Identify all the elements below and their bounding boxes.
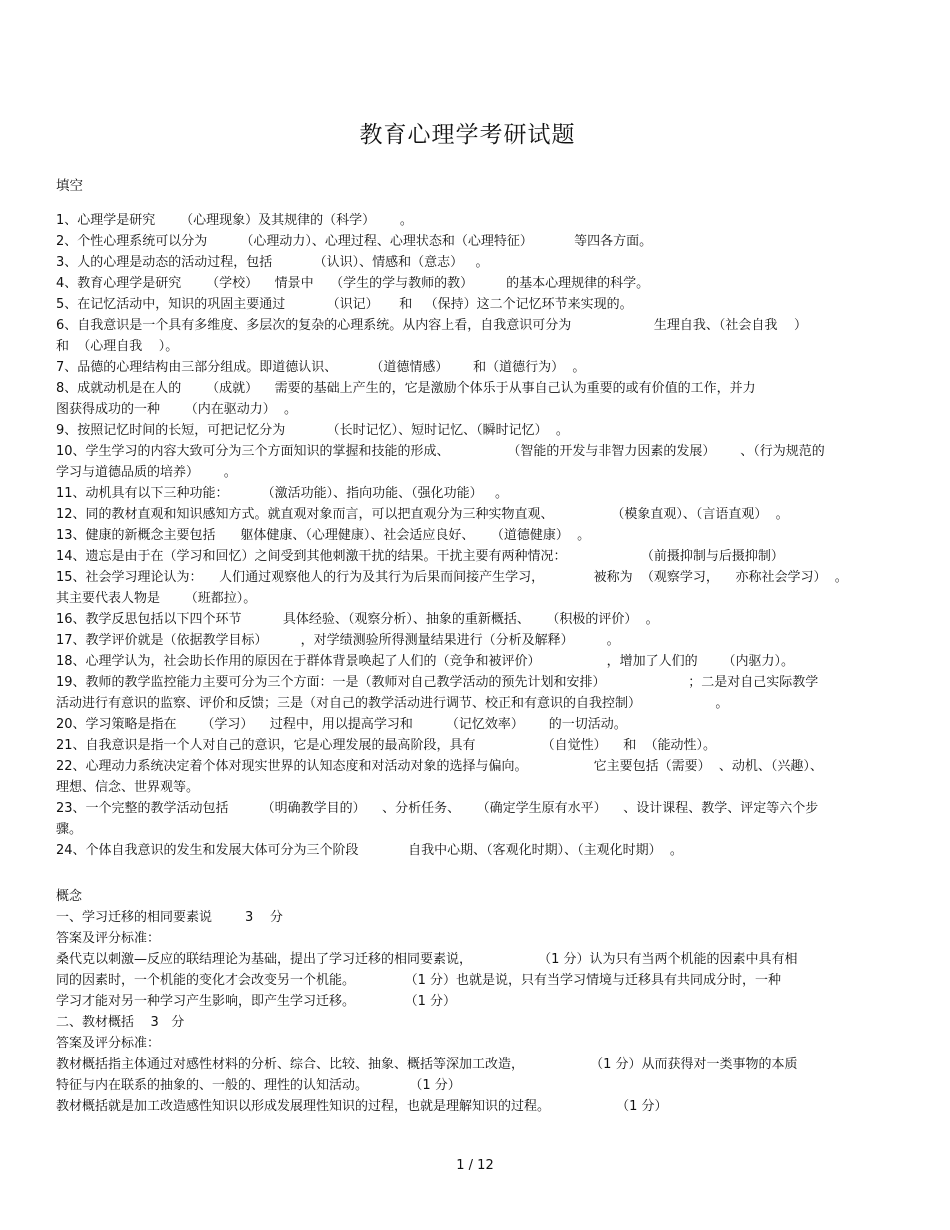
question-item: 20、学习策略是指在 （学习） 过程中，用以提高学习和 （记忆效率） 的一切活动。	[56, 717, 627, 732]
section-concept: 概念	[56, 889, 83, 904]
concept-line: 教材概括就是加工改造感性知识以形成发展理性知识的过程，也就是理解知识的过程。 （1 分）	[56, 1099, 668, 1114]
question-item: 19、教师的教学监控能力主要可分为三个方面：一是（教师对自己教学活动的预先计划和安排） ；二是对自己实际教学 活动进行有意识的监察、评价和反馈；三是（对自己的教学活动进行调节、校正和有意识的自我控制） 。	[56, 675, 819, 711]
question-item: 24、个体自我意识的发生和发展大体可分为三个阶段 自我中心期、（客观化时期）、（主观化时期） 。	[56, 843, 683, 858]
concept-line: 二、教材概括 3 分	[56, 1015, 185, 1030]
question-item: 8、成就动机是在人的 （成就） 需要的基础上产生的，它是激励个体乐于从事自己认为重要的或有价值的工作，并力 图获得成功的一种 （内在驱动力） 。	[56, 381, 756, 417]
question-item: 15、社会学习理论认为： 人们通过观察他人的行为及其行为后果而间接产生学习， 被称为 （观察学习， 亦称社会学习） 。 其主要代表人物是 （班都拉）。	[56, 570, 848, 606]
section-fill-blank: 填空	[56, 178, 83, 194]
question-item: 1、心理学是研究 （心理现象）及其规律的（科学） 。	[56, 213, 413, 228]
concept-line: 答案及评分标准：	[56, 931, 161, 946]
question-item: 10、学生学习的内容大致可分为三个方面知识的掌握和技能的形成、 （智能的开发与非智力因素的发展） 、（行为规范的 学习与道德品质的培养） 。	[56, 444, 825, 480]
question-item: 13、健康的新概念主要包括 躯体健康、（心理健康）、社会适应良好、 （道德健康） 。	[56, 528, 591, 543]
concept-line: 教材概括指主体通过对感性材料的分析、综合、比较、抽象、概括等深加工改造， （1 分）从而获得对一类事物的本质	[56, 1057, 798, 1072]
question-item: 18、心理学认为，社会助长作用的原因在于群体背景唤起了人们的（竞争和被评价） ，增加了人们的 （内驱力）。	[56, 654, 794, 669]
question-item: 17、教学评价就是（依据教学目标） ，对学绩测验所得测量结果进行（分析及解释） 。	[56, 633, 620, 648]
question-item: 11、动机具有以下三种功能： （激活功能）、指向功能、（强化功能） 。	[56, 486, 508, 501]
question-item: 6、自我意识是一个具有多维度、多层次的复杂的心理系统。从内容上看，自我意识可分为 生理自我、（社会自我 ） 和 （心理自我 ）。	[56, 318, 807, 354]
question-item: 23、一个完整的教学活动包括 （明确教学目的） 、分析任务、 （确定学生原有水平） 、设计课程、教学、评定等六个步 骤。	[56, 801, 819, 837]
question-item: 16、教学反思包括以下四个环节 具体经验、（观察分析）、抽象的重新概括、 （积极的评价） 。	[56, 612, 659, 627]
question-item: 5、在记忆活动中，知识的巩固主要通过 （识记） 和 （保持）这二个记忆环节来实现的。	[56, 297, 633, 312]
page-number: 1 / 12	[456, 1158, 494, 1173]
page-title: 教育心理学考研试题	[359, 122, 576, 148]
question-item: 14、遗忘是由于在（学习和回忆）之间受到其他刺激干扰的结果。干扰主要有两种情况： （前摄抑制与后摄抑制）	[56, 549, 784, 564]
question-item: 9、按照记忆时间的长短，可把记忆分为 （长时记忆）、短时记忆、（瞬时记忆） 。	[56, 423, 569, 438]
concept-section	[56, 886, 896, 1117]
concept-line: 学习才能对另一种学习产生影响，即产生学习迁移。 （1 分）	[56, 994, 456, 1009]
question-item: 4、教育心理学是研究 （学校） 情景中 （学生的学与教师的教） 的基本心理规律的科学。	[56, 276, 650, 291]
fill-blank-questions	[56, 210, 896, 861]
question-item: 2、个性心理系统可以分为 （心理动力）、心理过程、心理状态和（心理特征） 等四各方面。	[56, 234, 653, 249]
concept-line: 特征与内在联系的抽象的、一般的、理性的认知活动。 （1 分）	[56, 1078, 461, 1093]
concept-line: 桑代克以刺激—反应的联结理论为基础，提出了学习迁移的相同要素说， （1 分）认为只有当两个机能的因素中具有相	[56, 952, 798, 967]
question-item: 21、自我意识是指一个人对自己的意识，它是心理发展的最高阶段，具有 （自觉性） 和 （能动性）。	[56, 738, 716, 753]
question-item: 3、人的心理是动态的活动过程，包括 （认识）、情感和（意志） 。	[56, 255, 489, 270]
question-item: 7、品德的心理结构由三部分组成。即道德认识、 （道德情感） 和（道德行为） 。	[56, 360, 586, 375]
concept-line: 同的因素时，一个机能的变化才会改变另一个机能。 （1 分）也就是说，只有当学习情境与迁移具有共同成分时，一种	[56, 973, 781, 988]
concept-line: 答案及评分标准：	[56, 1036, 161, 1051]
question-item: 12、同的教材直观和知识感知方式。就直观对象而言，可以把直观分为三种实物直观、 （模象直观）、（言语直观） 。	[56, 507, 789, 522]
question-item: 22、心理动力系统决定着个体对现实世界的认知态度和对活动对象的选择与偏向。 它主要包括（需要） 、动机、（兴趣）、 理想、信念、世界观等。	[56, 759, 823, 795]
concept-line: 一、学习迁移的相同要素说 3 分	[56, 910, 283, 925]
